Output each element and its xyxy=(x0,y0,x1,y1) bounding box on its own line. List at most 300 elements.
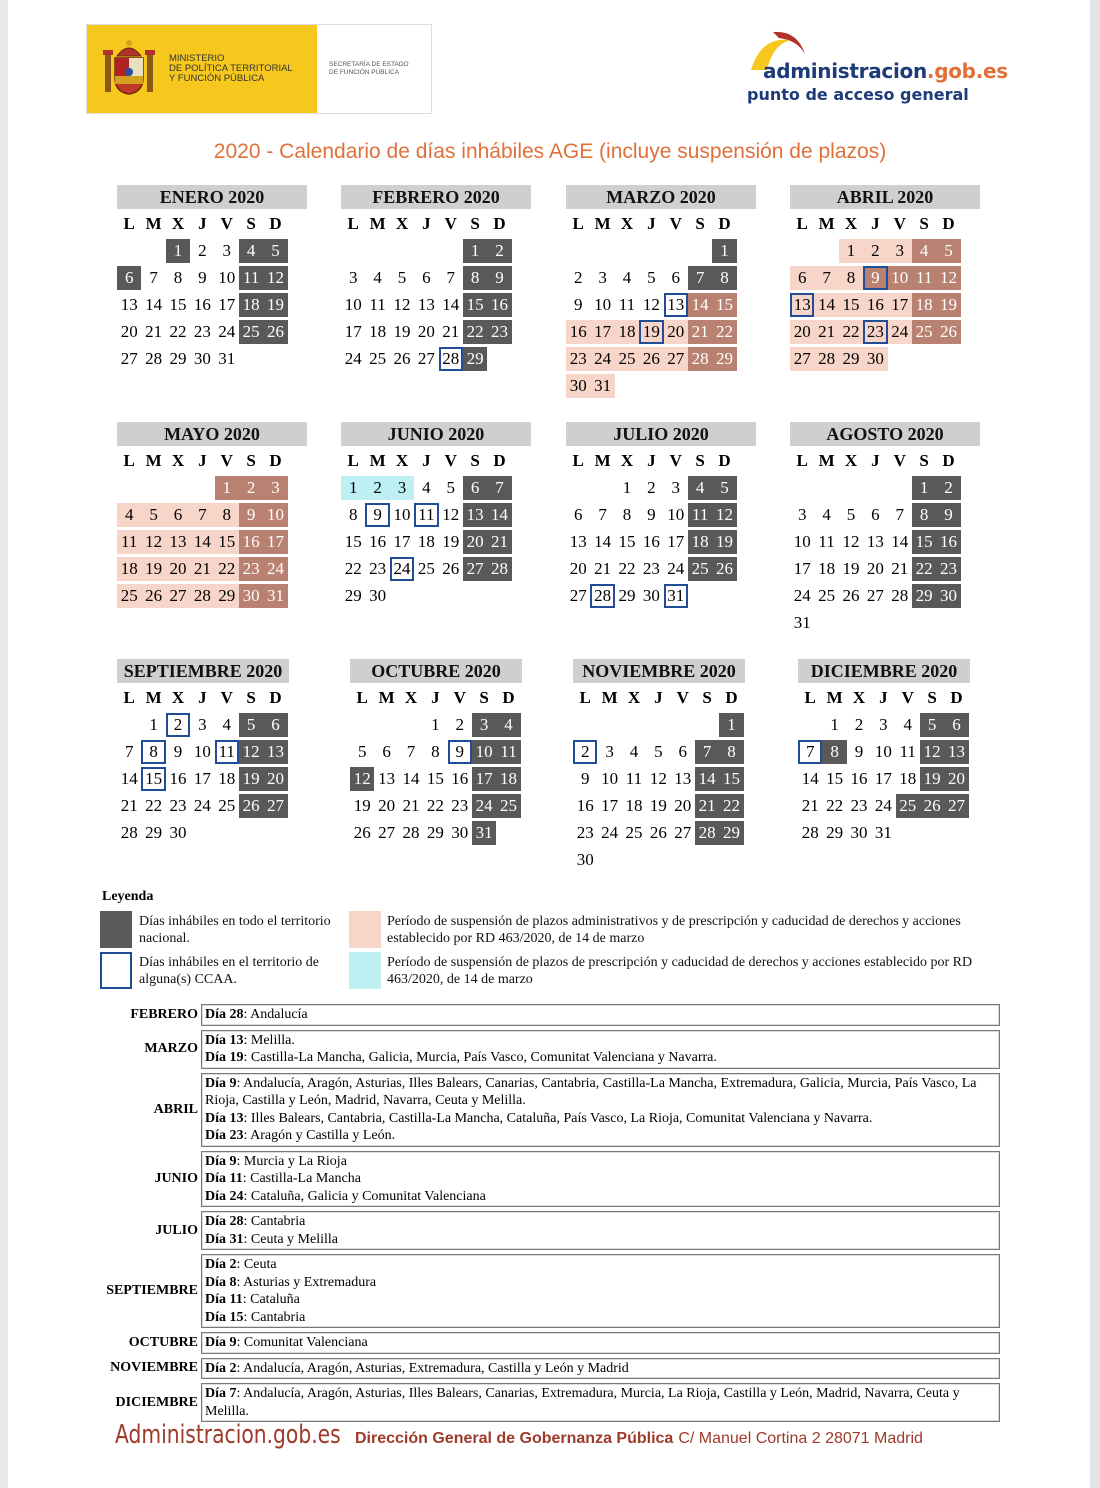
regional-holidays-table xyxy=(90,1004,1000,1426)
weekday-label: M xyxy=(378,688,395,707)
day-cell: 12 xyxy=(350,767,374,791)
day-cell: 4 xyxy=(622,267,632,287)
day-cell: 26 xyxy=(353,822,371,842)
day-cell: 7 xyxy=(124,741,134,761)
day-cell: 3 xyxy=(797,504,807,524)
day-cell: 25 xyxy=(369,348,387,368)
weekday-label: V xyxy=(901,688,914,707)
day-cell: 11 xyxy=(369,294,386,314)
day-cell: 21 xyxy=(801,795,819,815)
empty-cell xyxy=(573,713,597,737)
legend-regional-swatch xyxy=(100,952,132,989)
month-day-grid xyxy=(341,447,531,609)
day-cell: 20 xyxy=(417,321,435,341)
day-cell: 13 xyxy=(569,531,587,551)
weekday-label: X xyxy=(404,688,418,707)
day-cell: 19 xyxy=(263,293,287,317)
day-cell: 18 xyxy=(496,767,520,791)
weekday-label: L xyxy=(347,451,359,470)
weekday-label: L xyxy=(579,688,591,707)
legend-regional-text: Días inhábiles en el territorio de alguna(s) CCAA. xyxy=(139,955,319,987)
page-title: 2020 - Calendario de días inhábiles AGE (incluye suspensión de plazos) xyxy=(213,140,887,163)
day-cell: 22 xyxy=(618,558,636,578)
day-cell: 28 xyxy=(590,584,614,608)
weekday-label: V xyxy=(669,214,682,233)
table-row xyxy=(90,1073,1000,1147)
day-cell: 21 xyxy=(402,795,420,815)
day-cell: 1 xyxy=(839,239,863,263)
day-cell: 29 xyxy=(463,347,487,371)
weekday-label: D xyxy=(269,451,282,470)
day-cell: 13 xyxy=(378,768,396,788)
day-cell: 30 xyxy=(936,584,960,608)
day-cell: 14 xyxy=(801,768,819,788)
month-calendar xyxy=(790,185,980,372)
day-cell: 17 xyxy=(472,767,496,791)
day-cell: 17 xyxy=(263,530,287,554)
empty-cell xyxy=(166,476,190,500)
empty-cell xyxy=(374,713,398,737)
empty-cell xyxy=(190,476,214,500)
day-cell: 22 xyxy=(826,795,844,815)
day-cell: 2 xyxy=(365,476,389,500)
day-cell: 22 xyxy=(712,320,736,344)
day-cell: 23 xyxy=(451,795,469,815)
day-cell: 19 xyxy=(639,320,663,344)
empty-cell xyxy=(790,476,814,500)
portal-name-main: administracion xyxy=(763,59,927,83)
month-title: DICIEMBRE 2020 xyxy=(798,659,970,683)
day-cell: 30 xyxy=(863,347,887,371)
day-cell: 9 xyxy=(580,768,590,788)
day-cell: 8 xyxy=(173,267,183,287)
empty-cell xyxy=(117,476,141,500)
day-cell: 17 xyxy=(193,768,211,788)
day-cell: 11 xyxy=(899,741,916,761)
day-cell: 14 xyxy=(402,768,420,788)
day-cell: 3 xyxy=(598,267,607,287)
month-title: OCTUBRE 2020 xyxy=(350,659,522,683)
day-cell: 15 xyxy=(215,530,239,554)
empty-cell xyxy=(597,713,621,737)
day-cell: 29 xyxy=(426,822,444,842)
day-cell: 14 xyxy=(145,294,163,314)
empty-cell xyxy=(695,713,719,737)
footer-directorate: Dirección General de Gobernanza Pública xyxy=(355,1430,674,1447)
day-cell: 6 xyxy=(263,713,287,737)
table-entry xyxy=(205,1032,996,1050)
day-cell: 25 xyxy=(117,584,141,608)
weekday-label: L xyxy=(123,451,135,470)
empty-cell xyxy=(863,476,887,500)
weekday-label: M xyxy=(145,688,162,707)
weekday-label: J xyxy=(647,214,656,233)
table-row xyxy=(90,1254,1000,1328)
day-cell: 16 xyxy=(239,530,263,554)
day-cell: 23 xyxy=(487,320,511,344)
day-cell: 19 xyxy=(141,557,165,581)
month-title: ABRIL 2020 xyxy=(790,185,980,209)
portal-domain: .gob.es xyxy=(926,59,1008,83)
table-cell xyxy=(201,1030,1000,1069)
table-month: ABRIL xyxy=(153,1101,198,1117)
day-cell: 5 xyxy=(647,267,656,287)
month-calendar xyxy=(117,185,307,372)
day-cell: 20 xyxy=(674,795,692,815)
empty-cell xyxy=(117,239,141,263)
entry-day: Día 9 xyxy=(205,1153,237,1169)
weekday-label: S xyxy=(246,688,256,707)
day-cell: 26 xyxy=(442,558,460,578)
day-cell: 30 xyxy=(576,849,594,869)
day-cell: 6 xyxy=(463,476,487,500)
day-cell: 13 xyxy=(674,768,692,788)
weekday-label: S xyxy=(479,688,489,707)
day-cell: 6 xyxy=(944,713,968,737)
day-cell: 3 xyxy=(222,240,231,260)
day-cell: 12 xyxy=(442,504,460,524)
day-cell: 1 xyxy=(912,476,936,500)
day-cell: 17 xyxy=(793,558,811,578)
day-cell: 26 xyxy=(393,348,411,368)
table-entry xyxy=(205,1127,996,1145)
day-cell: 29 xyxy=(912,584,936,608)
ministry-line: Y FUNCIÓN PÚBLICA xyxy=(169,73,265,84)
day-cell: 29 xyxy=(719,821,743,845)
day-cell: 18 xyxy=(912,293,936,317)
day-cell: 9 xyxy=(573,294,583,314)
day-cell: 16 xyxy=(487,293,511,317)
day-cell: 21 xyxy=(695,794,719,818)
day-cell: 7 xyxy=(688,266,712,290)
weekday-label: M xyxy=(145,214,162,233)
weekday-label: V xyxy=(220,214,233,233)
day-cell: 14 xyxy=(442,294,460,314)
table-entry xyxy=(205,1231,996,1249)
day-cell: 1 xyxy=(830,714,839,734)
portal-name xyxy=(763,59,1008,83)
day-cell: 17 xyxy=(218,294,236,314)
day-cell: 27 xyxy=(569,585,587,605)
day-cell: 28 xyxy=(891,585,909,605)
month-title: MAYO 2020 xyxy=(117,422,307,446)
day-cell: 2 xyxy=(854,714,864,734)
table-entry xyxy=(205,1110,996,1128)
day-cell: 23 xyxy=(576,822,594,842)
day-cell: 28 xyxy=(814,347,838,371)
table-cell xyxy=(201,1254,1000,1328)
weekday-label: V xyxy=(893,214,906,233)
day-cell: 28 xyxy=(439,347,463,371)
day-cell: 17 xyxy=(667,531,685,551)
secretaria-line: SECRETARÍA DE ESTADO xyxy=(329,61,409,68)
day-cell: 11 xyxy=(239,266,263,290)
day-cell: 29 xyxy=(215,584,239,608)
table-row xyxy=(90,1211,1000,1250)
table-month: JULIO xyxy=(155,1222,198,1238)
weekday-label: D xyxy=(269,214,282,233)
weekday-label: V xyxy=(893,451,906,470)
day-cell: 12 xyxy=(239,740,263,764)
entry-regions: : Ceuta y Melilla xyxy=(243,1231,338,1247)
entry-day: Día 28 xyxy=(205,1214,244,1229)
entry-regions: : Illes Balears, Cantabria, Castilla-La Mancha, Cataluña, País Vasco, La Rioja, Comunitat Valenciana y Navarra. xyxy=(243,1110,873,1126)
day-cell: 20 xyxy=(790,320,814,344)
day-cell: 25 xyxy=(818,585,836,605)
entry-regions: : Cataluña xyxy=(242,1292,300,1307)
ministry-line: DE POLÍTICA TERRITORIAL xyxy=(169,63,293,74)
day-cell: 3 xyxy=(390,476,414,500)
day-cell: 16 xyxy=(169,768,187,788)
day-cell: 30 xyxy=(369,585,387,605)
day-cell: 12 xyxy=(842,531,860,551)
empty-cell xyxy=(439,239,463,263)
entry-regions: : Castilla-La Mancha xyxy=(242,1171,361,1186)
day-cell: 4 xyxy=(222,714,231,734)
day-cell: 14 xyxy=(190,530,214,554)
day-cell: 4 xyxy=(903,714,912,734)
day-cell: 12 xyxy=(712,503,736,527)
entry-day: Día 19 xyxy=(205,1050,244,1065)
month-title: JUNIO 2020 xyxy=(341,422,531,446)
day-cell: 11 xyxy=(215,740,239,764)
day-cell: 23 xyxy=(863,320,887,344)
table-entry xyxy=(205,1170,996,1188)
day-cell: 27 xyxy=(166,584,190,608)
day-cell: 11 xyxy=(818,531,835,551)
day-cell: 27 xyxy=(790,347,814,371)
day-cell: 20 xyxy=(569,558,587,578)
day-cell: 14 xyxy=(487,503,511,527)
day-cell: 22 xyxy=(912,557,936,581)
weekday-label: S xyxy=(919,451,929,470)
day-cell: 28 xyxy=(487,557,511,581)
day-cell: 9 xyxy=(487,266,511,290)
day-cell: 3 xyxy=(888,239,912,263)
empty-cell xyxy=(615,239,639,263)
page-edge-right xyxy=(1090,0,1100,1488)
weekday-label: J xyxy=(198,214,207,233)
month-calendar xyxy=(790,422,980,636)
day-cell: 9 xyxy=(173,741,183,761)
day-cell: 19 xyxy=(353,795,371,815)
table-entry xyxy=(205,1256,996,1274)
day-cell: 18 xyxy=(615,320,639,344)
day-cell: 10 xyxy=(888,266,912,290)
day-cell: 23 xyxy=(566,347,590,371)
entry-regions: : Cantabria xyxy=(243,1309,306,1325)
day-cell: 16 xyxy=(642,531,660,551)
entry-day: Día 9 xyxy=(205,1075,237,1091)
weekday-label: L xyxy=(804,688,816,707)
table-entry xyxy=(205,1291,996,1309)
empty-cell xyxy=(798,713,822,737)
day-cell: 8 xyxy=(348,504,358,524)
day-cell: 6 xyxy=(573,504,583,524)
weekday-label: L xyxy=(347,214,359,233)
day-cell: 23 xyxy=(239,557,263,581)
day-cell: 26 xyxy=(842,585,860,605)
table-entry xyxy=(205,1360,996,1378)
day-cell: 6 xyxy=(678,741,687,761)
day-cell: 25 xyxy=(417,558,435,578)
day-cell: 27 xyxy=(378,822,396,842)
day-cell: 28 xyxy=(190,584,214,608)
day-cell: 8 xyxy=(712,266,736,290)
day-cell: 5 xyxy=(712,476,736,500)
day-cell: 30 xyxy=(451,822,469,842)
day-cell: 3 xyxy=(198,714,207,734)
table-entry xyxy=(205,1309,996,1327)
weekday-label: M xyxy=(594,214,611,233)
day-cell: 5 xyxy=(397,267,407,287)
day-cell: 18 xyxy=(117,557,141,581)
day-cell: 26 xyxy=(239,794,263,818)
day-cell: 21 xyxy=(814,320,838,344)
weekday-label: S xyxy=(927,688,937,707)
weekday-label: X xyxy=(852,688,866,707)
day-cell: 31 xyxy=(472,821,496,845)
day-cell: 24 xyxy=(344,348,362,368)
month-day-grid xyxy=(790,447,980,636)
day-cell: 21 xyxy=(442,321,460,341)
weekday-label: L xyxy=(123,688,135,707)
day-cell: 11 xyxy=(912,266,936,290)
month-title: JULIO 2020 xyxy=(566,422,756,446)
entry-day: Día 13 xyxy=(205,1110,244,1126)
day-cell: 17 xyxy=(874,768,892,788)
day-cell: 26 xyxy=(920,794,944,818)
entry-regions: : Aragón y Castilla y León. xyxy=(243,1128,396,1143)
day-cell: 13 xyxy=(944,740,968,764)
day-cell: 8 xyxy=(463,266,487,290)
day-cell: 24 xyxy=(472,794,496,818)
day-cell: 3 xyxy=(605,741,614,761)
day-cell: 31 xyxy=(664,584,688,608)
day-cell: 1 xyxy=(431,714,440,734)
day-cell: 14 xyxy=(891,531,909,551)
day-cell: 21 xyxy=(120,795,138,815)
day-cell: 22 xyxy=(463,320,487,344)
day-cell: 3 xyxy=(263,476,287,500)
day-cell: 25 xyxy=(239,320,263,344)
day-cell: 3 xyxy=(879,714,888,734)
day-cell: 2 xyxy=(166,713,190,737)
day-cell: 24 xyxy=(874,795,892,815)
day-cell: 4 xyxy=(422,477,431,497)
weekday-label: D xyxy=(493,451,506,470)
legend-national-swatch xyxy=(100,911,132,948)
weekday-label: X xyxy=(395,451,409,470)
day-cell: 24 xyxy=(888,320,912,344)
day-cell: 18 xyxy=(688,530,712,554)
day-cell: 20 xyxy=(866,558,884,578)
day-cell: 11 xyxy=(625,768,643,788)
day-cell: 19 xyxy=(393,321,411,341)
day-cell: 24 xyxy=(263,557,287,581)
day-cell: 16 xyxy=(576,795,594,815)
day-cell: 27 xyxy=(417,348,435,368)
day-cell: 1 xyxy=(622,477,632,497)
day-cell: 30 xyxy=(193,348,211,368)
month-title: NOVIEMBRE 2020 xyxy=(573,659,745,683)
day-cell: 10 xyxy=(218,267,236,287)
weekday-label: X xyxy=(171,451,185,470)
footer-address: C/ Manuel Cortina 2 28071 Madrid xyxy=(678,1430,923,1447)
day-cell: 25 xyxy=(615,347,639,371)
weekday-label: J xyxy=(198,688,207,707)
weekday-label: D xyxy=(950,688,963,707)
day-cell: 15 xyxy=(719,767,743,791)
day-cell: 21 xyxy=(891,558,909,578)
entry-regions: : Cataluña, Galicia y Comunitat Valenciana xyxy=(243,1188,486,1204)
empty-cell xyxy=(341,239,365,263)
day-cell: 9 xyxy=(854,741,864,761)
month-day-grid xyxy=(790,210,980,372)
day-cell: 31 xyxy=(874,822,892,842)
day-cell: 5 xyxy=(263,239,287,263)
empty-cell xyxy=(622,713,646,737)
month-title: FEBRERO 2020 xyxy=(341,185,531,209)
month-title: SEPTIEMBRE 2020 xyxy=(117,659,289,683)
entry-regions: : Asturias y Extremadura xyxy=(236,1274,377,1290)
day-cell: 6 xyxy=(382,741,391,761)
day-cell: 30 xyxy=(566,374,590,398)
day-cell: 27 xyxy=(866,585,884,605)
day-cell: 24 xyxy=(390,557,414,581)
month-calendar xyxy=(798,659,970,846)
day-cell: 13 xyxy=(664,293,688,317)
entry-day: Día 11 xyxy=(205,1292,243,1307)
day-cell: 8 xyxy=(215,503,239,527)
day-cell: 23 xyxy=(642,558,660,578)
day-cell: 29 xyxy=(169,348,187,368)
day-cell: 6 xyxy=(871,504,880,524)
table-row xyxy=(90,1004,1000,1026)
day-cell: 1 xyxy=(719,713,743,737)
empty-cell xyxy=(141,476,165,500)
table-entry xyxy=(205,1153,996,1171)
day-cell: 23 xyxy=(850,795,868,815)
day-cell: 1 xyxy=(215,476,239,500)
month-day-grid xyxy=(566,210,756,399)
day-cell: 5 xyxy=(654,741,663,761)
day-cell: 29 xyxy=(618,585,636,605)
day-cell: 15 xyxy=(618,531,636,551)
day-cell: 12 xyxy=(642,294,660,314)
day-cell: 23 xyxy=(193,321,211,341)
ministry-line: MINISTERIO xyxy=(169,53,225,64)
day-cell: 31 xyxy=(590,374,614,398)
legend-suspension-text: Período de suspensión de plazos administrativos y de prescripción y caducidad de derechos y acciones establecido por RD 463/2020, de 14 de marzo xyxy=(387,914,961,946)
table-row xyxy=(90,1151,1000,1208)
day-cell: 10 xyxy=(472,740,496,764)
empty-cell xyxy=(414,239,438,263)
table-row xyxy=(90,1383,1000,1422)
day-cell: 21 xyxy=(594,558,612,578)
month-title: MARZO 2020 xyxy=(566,185,756,209)
entry-regions: : Melilla. xyxy=(243,1032,295,1048)
day-cell: 26 xyxy=(936,320,960,344)
day-cell: 2 xyxy=(239,476,263,500)
legend-title: Leyenda xyxy=(102,889,154,904)
weekday-label: S xyxy=(246,451,256,470)
day-cell: 13 xyxy=(866,531,884,551)
weekday-label: S xyxy=(470,214,480,233)
entry-day: Día 15 xyxy=(205,1309,244,1325)
day-cell: 13 xyxy=(263,740,287,764)
day-cell: 22 xyxy=(839,320,863,344)
